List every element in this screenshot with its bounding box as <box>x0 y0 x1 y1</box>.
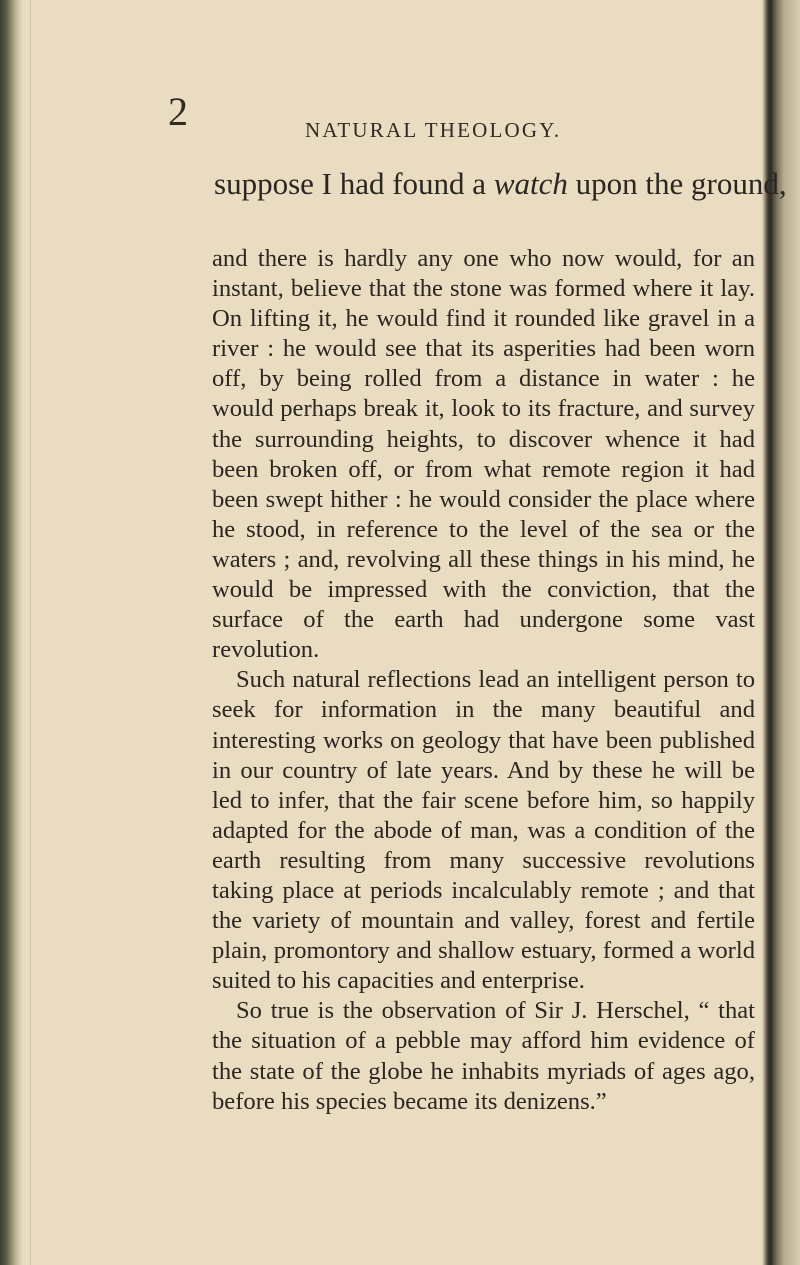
paragraph-1: and there is hardly any one who now would, for an instant, believe that the stone was formed where it lay. On lifting it, he would find it rounded like gravel in a river : he would see that its asperities had been worn off, by being rolled from a distance in water : he would perhaps break it, look to its fracture, and survey the surrounding heights, to discover whence it had been broken off, or from what remote region it had been swept hither : he would consider the place where he stood, in reference to the level of the sea or the waters ; and, revolving all these things in his mind, he would be impressed with the conviction, that the surface of the earth had undergone some vast revolution. <box>212 245 755 664</box>
catchword-italic: watch <box>493 166 568 201</box>
catchword-after: upon the ground, <box>567 166 787 201</box>
paragraph-3: So true is the observation of Sir J. Herschel, “ that the situation of a pebble may afford him evidence of the state of the globe he inhabits myriads of ages ago, before his species became its denizens.” <box>212 997 755 1115</box>
catchword-line <box>214 166 787 202</box>
catchword-before: suppose I had found a <box>214 166 494 201</box>
paragraph-2: Such natural reflections lead an intelligent person to seek for information in the many beautiful and interesting works on geology that have been published in our country of late years. And by these he will be led to infer, that the fair scene before him, so happily adapted for the abode of man, was a condition of the earth resulting from many successive revolutions taking place at periods incalculably remote ; and that the variety of mountain and valley, forest and fertile plain, promontory and shallow estuary, formed a world suited to his capacities and enterprise. <box>212 666 755 995</box>
gutter-shadow <box>30 0 31 1265</box>
running-head: NATURAL THEOLOGY. <box>305 118 562 142</box>
binding-gutter <box>0 0 22 1265</box>
page-number: 2 <box>168 89 188 134</box>
body-text <box>212 244 755 1117</box>
